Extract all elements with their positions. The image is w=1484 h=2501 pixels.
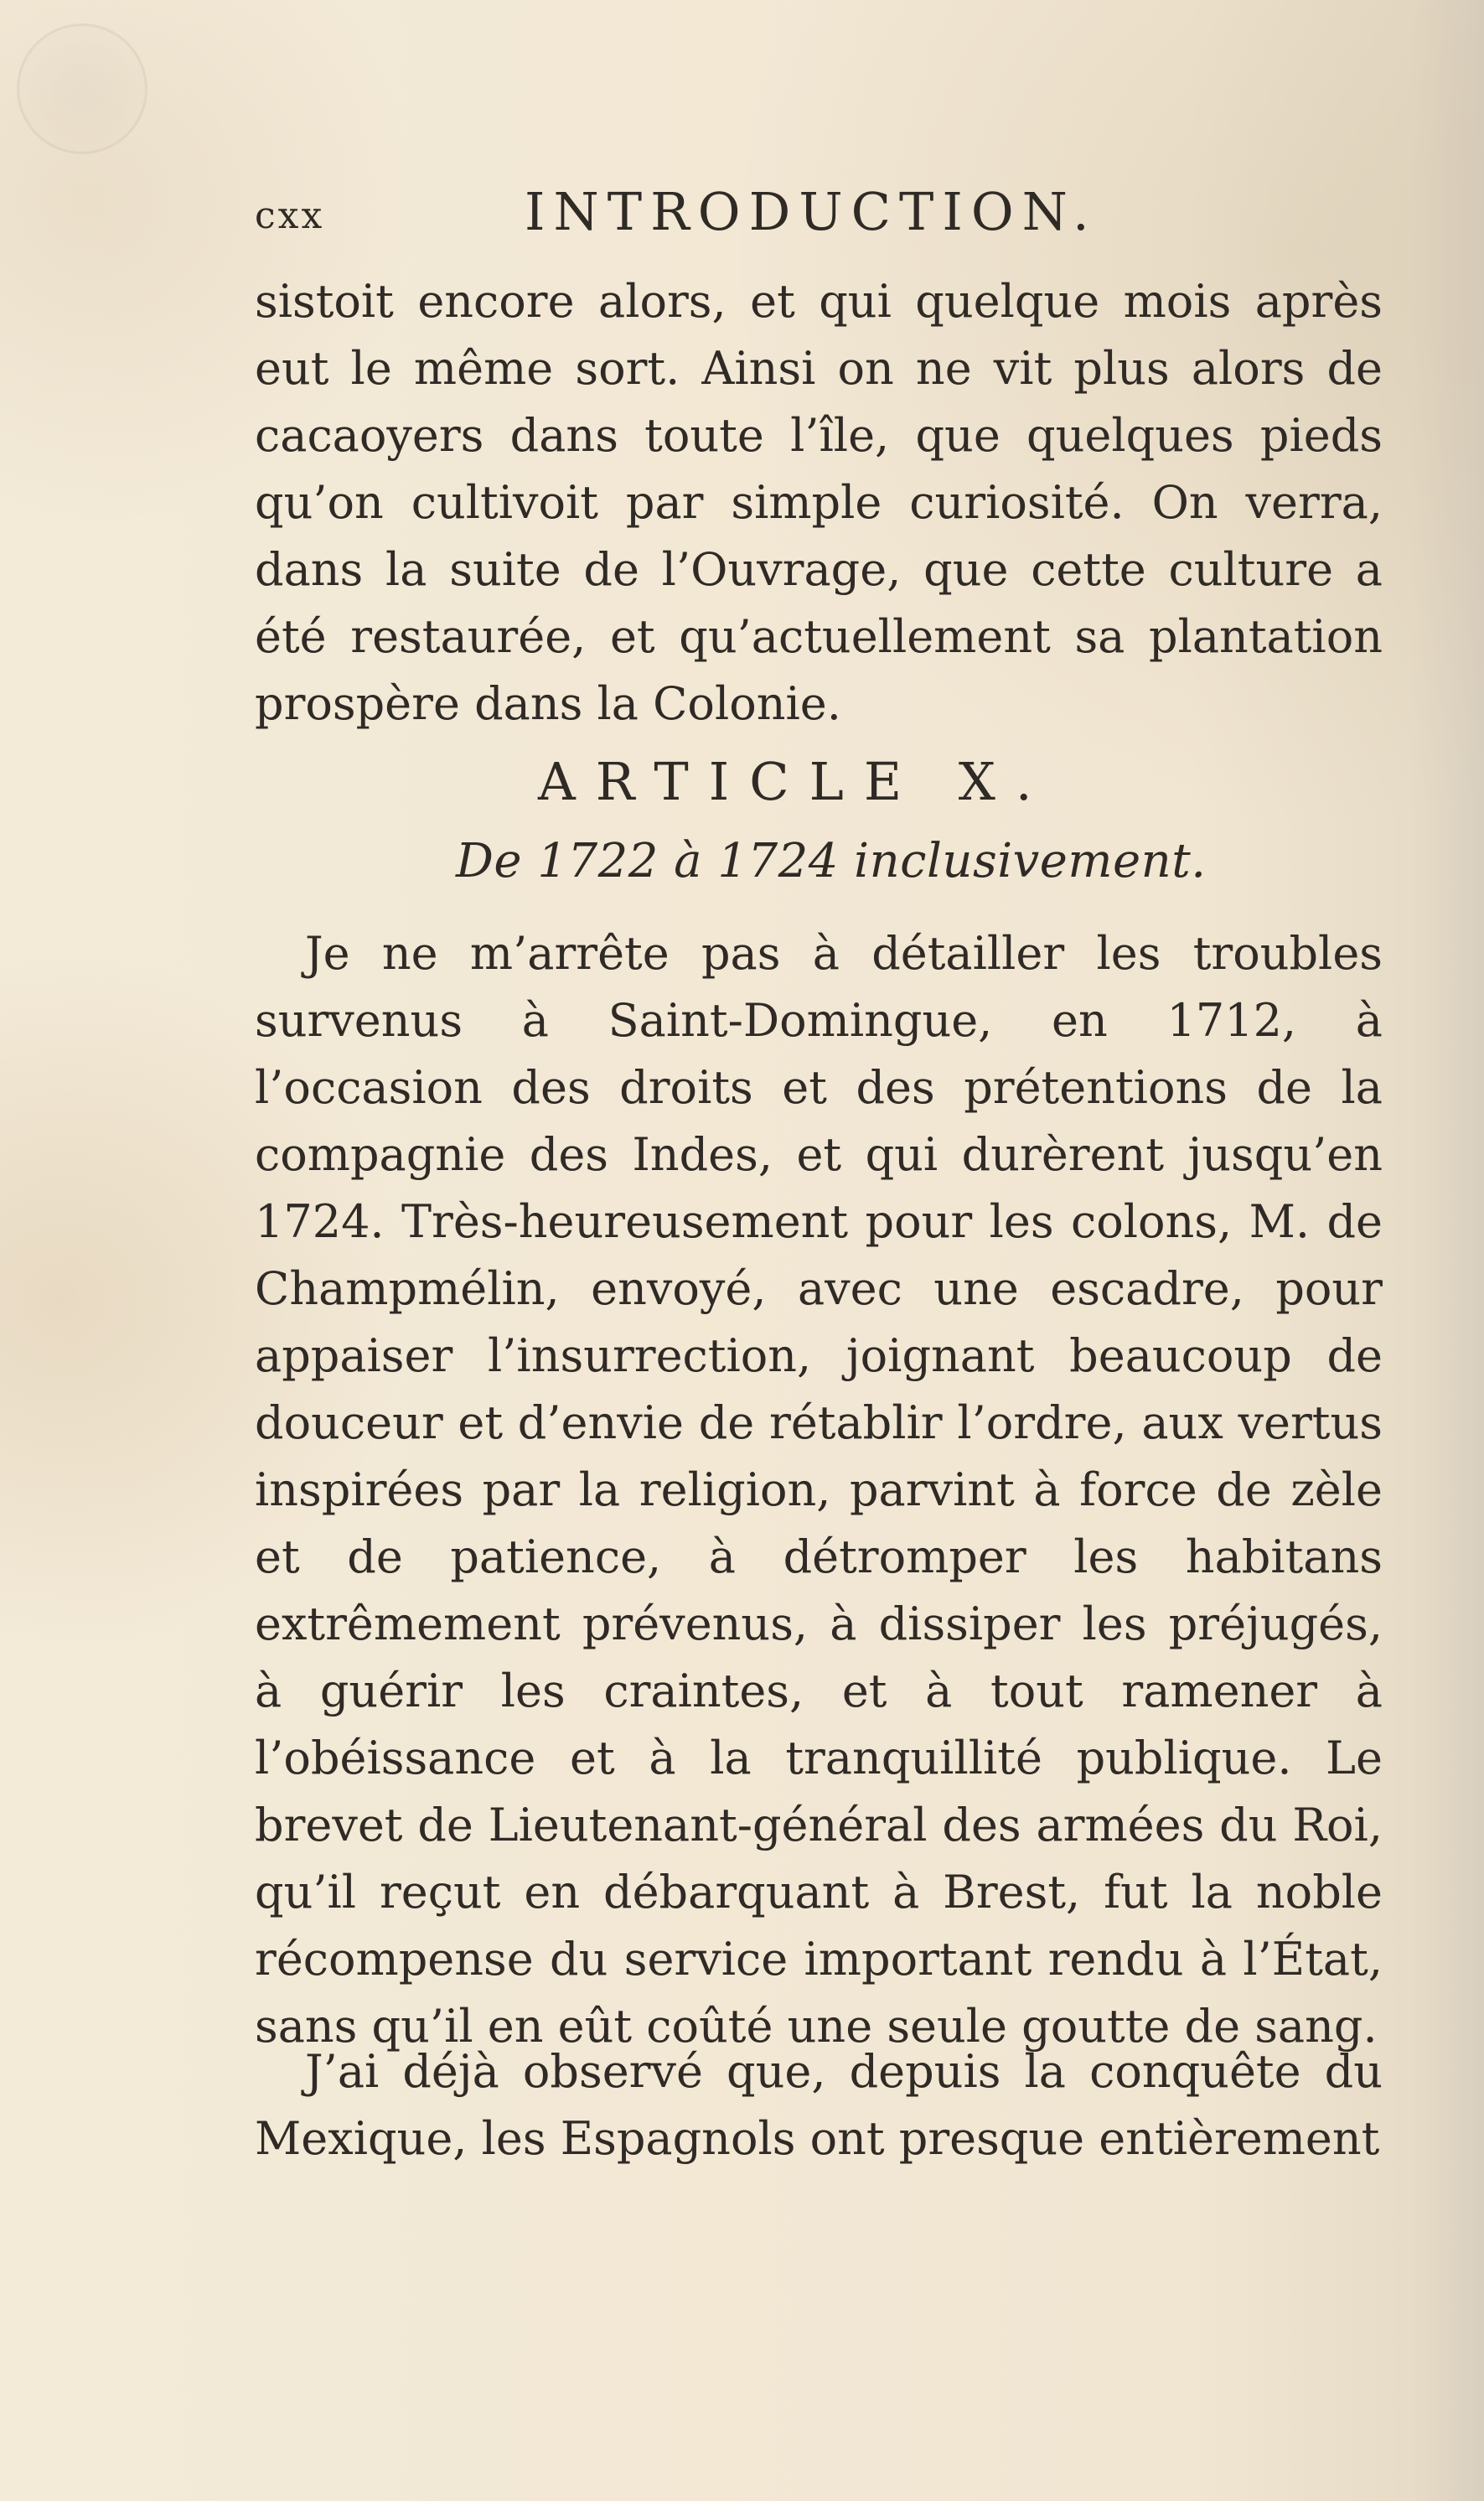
page-header (255, 181, 1386, 256)
paragraph-1: sistoit encore alors, et qui quelque mois après eut le même sort. Ainsi on ne vit plus alors de cacaoyers dans toute l’île, que quelques pieds qu’on cultivoit par simple curiosité. On verra, dans la suite de l’Ouvrage, que cette culture a été restaurée, et qu’actuellement sa plantation prospère dans la Colonie. (255, 275, 1383, 730)
article-title: ARTICLE X. (538, 751, 1052, 812)
library-stamp (17, 23, 147, 154)
article-subtitle: De 1722 à 1724 inclusivement. (456, 834, 1207, 888)
paragraph-3: J’ai déjà observé que, depuis la conquête du Mexique, les Espagnols ont presque entièrement (255, 2045, 1383, 2165)
running-head: INTRODUCTION. (525, 181, 1098, 242)
page-number: cxx (255, 194, 325, 237)
paragraph-2: Je ne m’arrête pas à détailler les troubles survenus à Saint-Domingue, en 1712, à l’occasion des droits et des prétentions de la compagnie des Indes, et qui durèrent jusqu’en 1724. Très-heureusement pour les colons, M. de Champmélin, envoyé, avec une escadre, pour appaiser l’insurrection, joignant beaucoup de douceur et d’envie de rétablir l’ordre, aux vertus inspirées par la religion, parvint à force de zèle et de patience, à détromper les habitans extrêmement prévenus, à dissiper les préjugés, à guérir les craintes, et à tout ramener à l’obéissance et à la tranquillité publique. Le brevet de Lieutenant-général des armées du Roi, qu’il reçut en débarquant à Brest, fut la noble récompense du service important rendu à l’État, sans qu’il en eût coûté une seule goutte de sang. (255, 927, 1383, 2053)
